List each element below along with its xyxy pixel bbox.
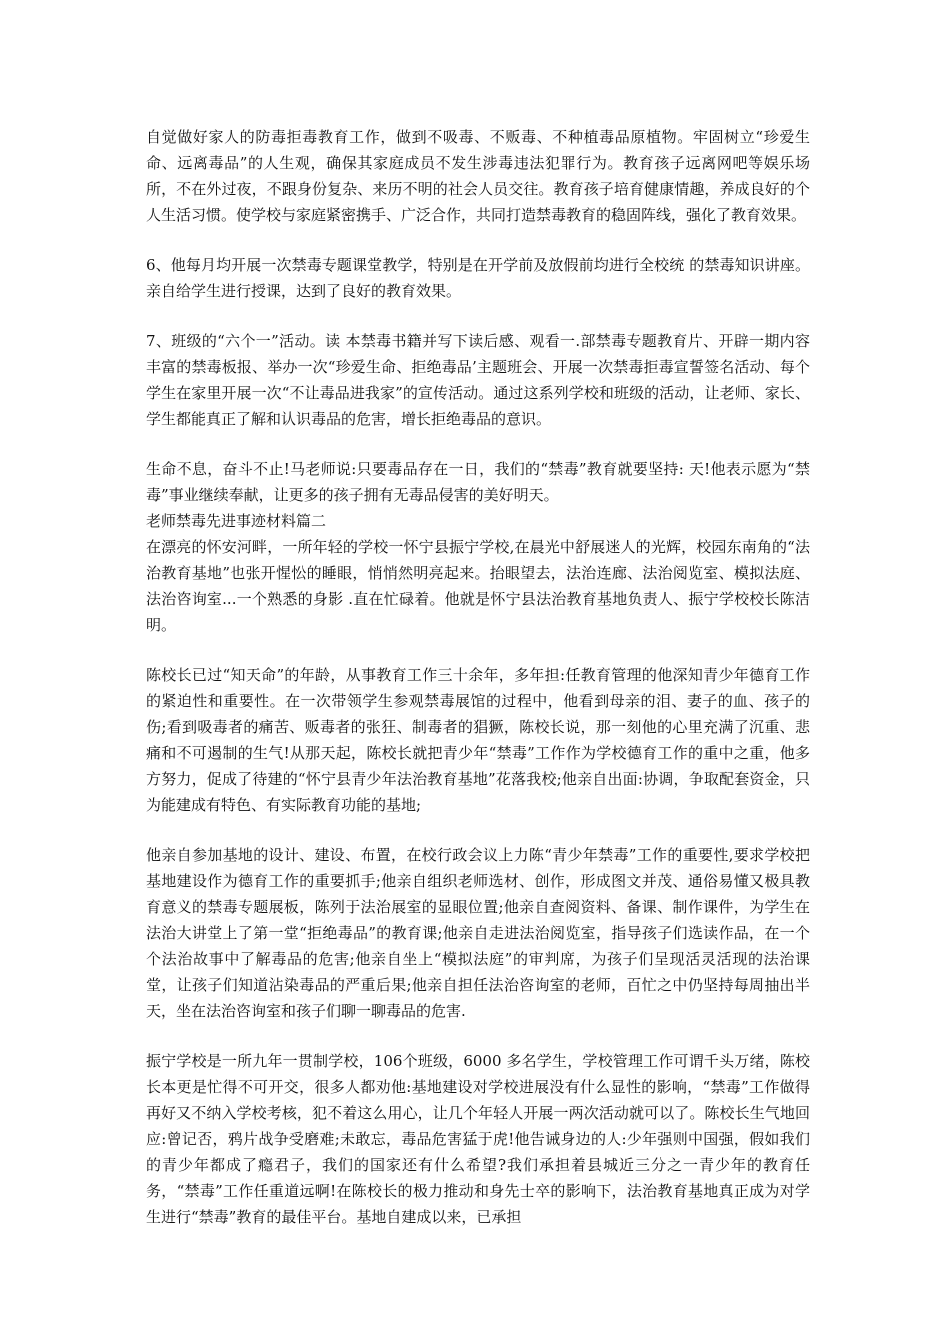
section-title: 老师禁毒先进事迹材料篇二: [146, 512, 327, 530]
document-page: [146, 124, 810, 1230]
paragraph-intro-school: 在漂亮的怀安河畔，一所年轻的学校一怀宁县振宁学校,在晨光中舒展迷人的光辉，校园东南角的“法治教育基地”也张开惺忪的睡眼，悄悄然明亮起来。抬眼望去，法治连廊、法治阅览室、模拟法庭、法治咨询室...一个熟悉的身影 .直在忙碌着。他就是怀宁县法治教育基地负责人、振宁学校校长陈洁明。: [146, 538, 810, 634]
paragraph-item-6: 6、他每月均开展一次禁毒专题课堂教学，特别是在开学前及放假前均进行全校统 的禁毒知识讲座。亲自给学生进行授课，达到了良好的教育效果。: [146, 256, 810, 300]
paragraph-item-7: 7、班级的“六个一”活动。读 本禁毒书籍并写下读后感、观看一.部禁毒专题教育片、开辟一期内容丰富的禁毒板报、举办一次“珍爱生命、拒绝毒品’主题班会、开展一次禁毒拒毒宣誓签名活动、每个学生在家里开展一次“不让毒品进我家”的宣传活动。通过这系列学校和班级的活动，让老师、家长、学生都能真正了解和认识毒品的危害，增长拒绝毒品的意识。: [146, 332, 810, 428]
paragraph-principal-background: 陈校长已过“知天命”的年龄，从事教育工作三十余年，多年担:任教育管理的他深知青少年德育工作的紧迫性和重要性。在一次带领学生参观禁毒展馆的过程中，他看到母亲的泪、妻子的血、孩子的伤;看到吸毒者的痛苦、贩毒者的张狂、制毒者的猖獗，陈校长说，那一刻他的心里充满了沉重、悲痛和不可遏制的生气!从那天起，陈校长就把青少年“禁毒”工作作为学校德育工作的重中之重，他多方努力，促成了待建的“怀宁县青少年法治教育基地”花落我校;他亲自出面:协调，争取配套资金，只为能建成有特色、有实际教育功能的基地;: [146, 666, 810, 814]
paragraph-conclusion: 生命不息，奋斗不止!马老师说:只要毒品存在一日，我们的“禁毒”教育就要坚持: 天!他表示愿为“禁毒”事业继续奉献，让更多的孩子拥有无毒品侵害的美好明天。: [146, 460, 810, 504]
paragraph-principal-actions: 他亲自参加基地的设计、建设、布置，在校行政会议上力陈“青少年禁毒”工作的重要性,要求学校把基地建设作为德育工作的重要抓手;他亲自组织老师选材、创作，形成图文并茂、通俗易懂又极具教育意义的禁毒专题展板，陈列于法治展室的显眼位置;他亲自查阅资料、备课、制作课件，为学生在法治大讲堂上了第一堂“拒绝毒品”的教育课;他亲自走进法治阅览室，指导孩子们选读作品，在一个个法治故事中了解毒品的危害;他亲自坐上“模拟法庭”的审判席，为孩子们呈现活灵活现的法治课堂，让孩子们知道沾染毒品的严重后果;他亲自担任法治咨询室的老师，百忙之中仍坚持每周抽出半天，坐在法治咨询室和孩子们聊一聊毒品的危害.: [146, 846, 810, 1020]
paragraph-family-education: 自觉做好家人的防毒拒毒教育工作，做到不吸毒、不贩毒、不种植毒品原植物。牢固树立“珍爱生命、远离毒品”的人生观，确保其家庭成员不发生涉毒违法犯罪行为。教育孩子远离网吧等娱乐场所，不在外过夜，不跟身份复杂、来历不明的社会人员交往。教育孩子培育健康情趣，养成良好的个人生活习惯。使学校与家庭紧密携手、广泛合作，共同打造禁毒教育的稳固阵线，强化了教育效果。: [146, 128, 810, 224]
paragraph-school-overview: 振宁学校是一所九年一贯制学校，106个班级，6000 多名学生，学校管理工作可谓千头万绪，陈校长本更是忙得不可开交，很多人都劝他:基地建设对学校进展没有什么显性的影响，“禁毒”工作做得再好又不纳入学校考核，犯不着这么用心，让几个年轻人开展一两次活动就可以了。陈校长生气地回应:曾记否，鸦片战争受磨难;未敢忘，毒品危害猛于虎!他告诫身边的人:少年强则中国强，假如我们的青少年都成了瘾君子，我们的国家还有什么希望?我们承担着县城近三分之一青少年的教育任务，“禁毒”工作任重道远啊!在陈校长的极力推动和身先士卒的影响下，法治教育基地真正成为对学生进行“禁毒”教育的最佳平台。基地自建成以来，已承担: [146, 1052, 810, 1226]
